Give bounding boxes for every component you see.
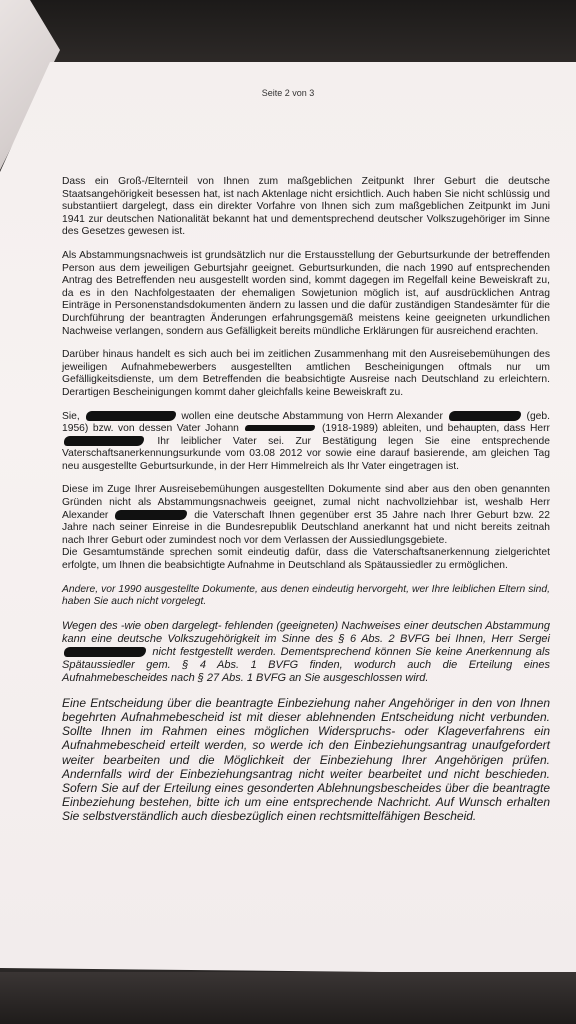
p5-text-b: die Vaterschaft Ihnen gegenüber erst 35 Jahre nach Ihrer Geburt bzw. 22 Jahre nach seiner Einreise in die Bundesrepublik Deutschland anerkannt hat und nicht bereits zeitnah nach Ihrer Geburt oder zumindest noch vor dem Verlassen der Aussiedlungsgebiete. [62,509,550,546]
redaction-mark [86,411,176,421]
paragraph-5 [62,484,550,572]
paragraph-7 [62,620,550,685]
p4-text-f: Zur Bestätigung legen Sie eine entsprechende Vaterschaftsanerkennungsurkunde vom 03.08 2012 vor sowie eine darauf basierende, am gleichen Tag neu ausgestellte Geburtsurkunde, in der Herr Himmelreich als Ihr Vater eingetragen ist. [62,435,550,472]
p4-text-b: wollen eine deutsche Abstammung von Herrn Alexander [181,410,443,422]
page-number: Seite 2 von 3 [261,88,315,98]
redaction-mark [245,425,315,431]
p4-text-d: (1918-1989) ableiten, und behaupten, dass Herr [321,423,550,435]
paragraph-8: Eine Entscheidung über die beantragte Einbeziehung naher Angehöriger in den von Ihnen begehrten Aufnahmebescheid ist mit dieser ablehnenden Entscheidung nicht verbunden. Sollte Ihnen im Rahmen eines möglichen Widerspruchs- oder Klageverfahrens ein Aufnahmebescheid erteilt werden, so werde ich den Einbeziehungsantrag unaufgefordert weiter bearbeiten und die Möglichkeit der Einbeziehung Ihrer Angehörigen prüfen. Andernfalls wird der Einbeziehungsantrag nicht weiter bearbeitet und nicht beschieden. Sofern Sie auf der Erteilung eines gesonderten Ablehnungsbescheides über die beantragte Einbeziehung bestehen, bitte ich um eine entsprechende Nachricht. Auf Wunsch erhalten Sie selbstverständlich auch diesbezüglich einen rechtsmittelfähigen Bescheid. [62,695,550,824]
p4-text-a: Sie, [62,410,80,422]
redaction-mark [64,647,146,657]
p5-text-c: Die Gesamtumstände sprechen somit eindeutig dafür, dass die Vaterschaftsanerkennung zielgerichtet erfolgte, um Ihnen die beabsichtigte Aufnahme in Deutschland als Spätaussiedler zu ermöglichen. [62,547,550,572]
p4-text-e: Ihr leiblicher Vater sei. [157,435,285,447]
paragraph-3: Darüber hinaus handelt es sich auch bei im zeitlichen Zusammenhang mit den Ausreisebemühungen des jeweiligen Aufnahmebewerbers ausgestellten amtlichen Bescheinigungen oftmals nur um Gefälligkeitsdienste, um dem Betreffenden die beabsichtigte Ausreise nach Deutschland zu erleichtern. Derartigen Bescheinigungen kommt daher gleichfalls keine Beweiskraft zu. [62,349,550,398]
redaction-mark [64,436,144,446]
redaction-mark [115,510,187,520]
p7-text-b: nicht festgestellt werden. Dementsprechend können Sie keine Anerkennung als Spätaussiedler gem. § 4 Abs. 1 BVFG finden, wodurch auch die Erteilung eines Aufnahmebescheides nach § 27 Abs. 1 BVFG an Sie ausgeschlossen wird. [62,645,550,684]
paragraph-1: Dass ein Groß-/Elternteil von Ihnen zum maßgeblichen Zeitpunkt Ihrer Geburt die deutsche Staatsangehörigkeit besessen hat, ist nach Aktenlage nicht ersichtlich. Auch haben Sie nicht schlüssig und substantiiert dargelegt, dass ein direkter Vorfahre von Ihnen sich zum maßgeblichen Zeitpunkt im Juni 1941 zur deutschen Nationalität bekannt hat und dementsprechend deutscher Volkszugehöriger im Sinne des Gesetzes gewesen ist. [62,176,550,238]
paragraph-4 [62,411,550,474]
paragraph-6: Andere, vor 1990 ausgestellte Dokumente, aus denen eindeutig hervorgeht, wer Ihre leiblichen Eltern sind, haben Sie auch nicht vorgelegt. [62,583,550,608]
redaction-mark [449,411,521,421]
background-top [0,0,576,70]
paragraph-2: Als Abstammungsnachweis ist grundsätzlich nur die Erstausstellung der Geburtsurkunde der betreffenden Person aus dem jeweiligen Geburtsjahr geeignet. Geburtsurkunden, die nach 1990 auf entsprechenden Antrag des Betreffenden neu ausgestellt worden sind, kommt dagegen im Regelfall keine Beweiskraft zu, da es in den Nachfolgestaaten der ehemaligen Sowjetunion möglich ist, auf ausdrücklichen Antrag Einträge in Personenstandsdokumenten ändern zu lassen und die dafür zuständigen Standesämter für die Durchführung der beantragten Änderungen erfahrungsgemäß meistens keine geeigneten urkundlichen Nachweise verlangen, sondern aus Gefälligkeit bereits mündliche Erklärungen für ausreichend erachten. [62,249,550,337]
p4-text-c: (geb. 1956) bzw. von dessen Vater Johann [62,410,550,435]
p5-text-a: Diese im Zuge Ihrer Ausreisebemühungen ausgestellten Dokumente sind aber aus den oben genannten Gründen nicht als Abstammungsnachweis geeignet, zumal nicht nachvollziehbar ist, weshalb Herr Alexander [62,484,550,521]
document-body [62,176,550,835]
background-bottom [0,972,576,1024]
p7-text-a: Wegen des -wie oben dargelegt- fehlenden (geeigneten) Nachweises einer deutschen Abstammung kann eine deutsche Volkszugehörigkeit im Sinne des § 6 Abs. 2 BVFG bei Ihnen, Herr Sergei [62,619,550,645]
